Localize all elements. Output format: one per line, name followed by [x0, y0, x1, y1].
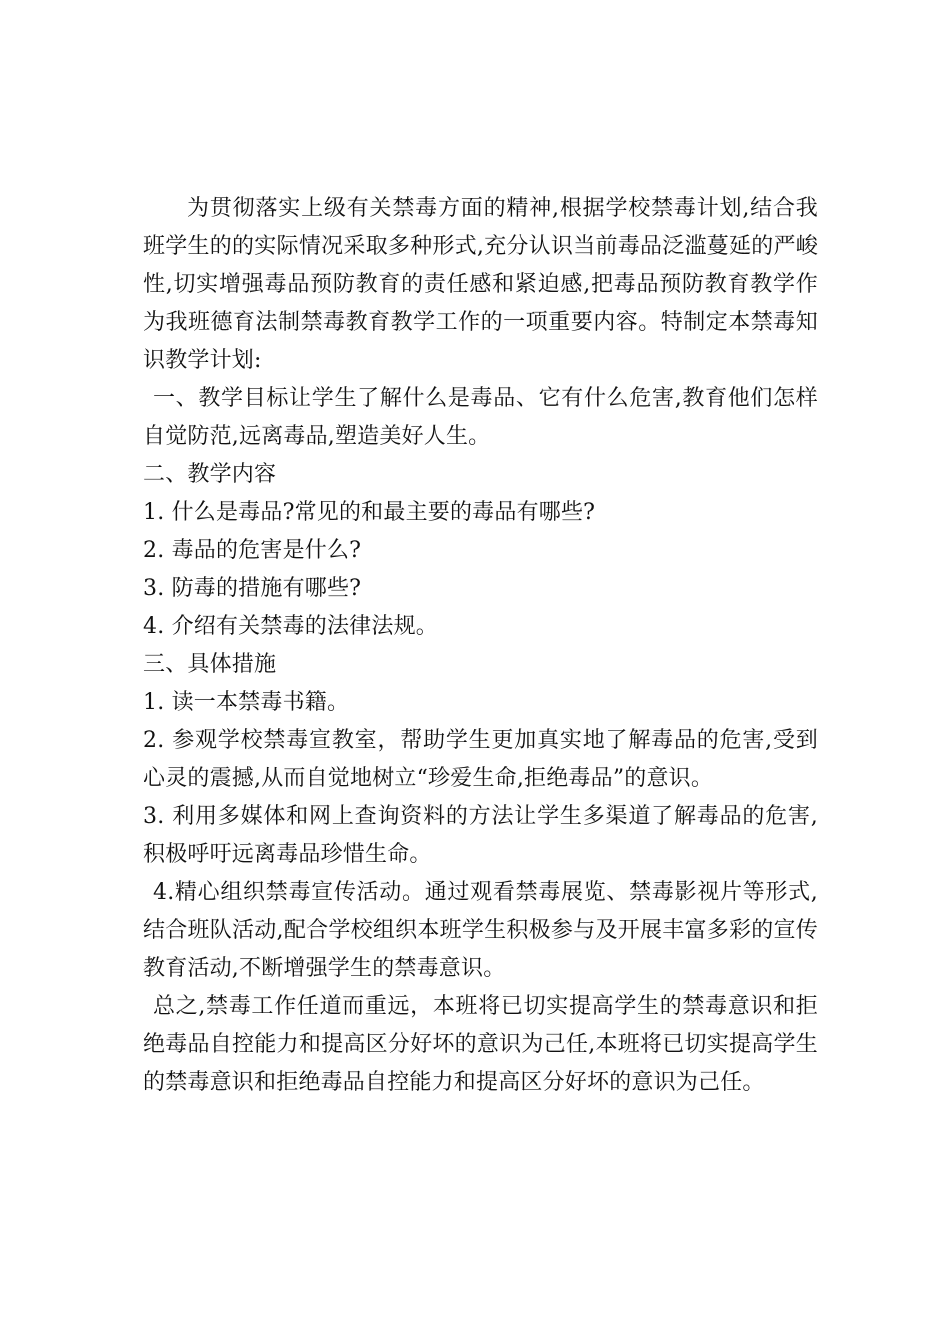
section3-item: 1. 读一本禁毒书籍。: [143, 690, 350, 715]
section2-item: 3. 防毒的措施有哪些?: [143, 576, 362, 601]
section3-item: 2. 参观学校禁毒宣教室，帮助学生更加真实地了解毒品的危害,受到心灵的震撼,从而自觉地树立“珍爱生命,拒绝毒品”的意识。: [143, 728, 818, 791]
section3-item: 3. 利用多媒体和网上查询资料的方法让学生多渠道了解毒品的危害,积极呼吁远离毒品珍惜生命。: [143, 804, 818, 867]
section2-heading: 二、教学内容: [143, 462, 277, 487]
section2-item: 2. 毒品的危害是什么?: [143, 538, 362, 563]
conclusion-paragraph: 总之,禁毒工作任道而重远，本班将已切实提高学生的禁毒意识和拒绝毒品自控能力和提高区分好坏的意识为己任,本班将已切实提高学生的禁毒意识和拒绝毒品自控能力和提高区分好坏的意识为己任。: [143, 994, 818, 1095]
section1-paragraph: 一、教学目标让学生了解什么是毒品、它有什么危害,教育他们怎样自觉防范,远离毒品,塑造美好人生。: [143, 386, 818, 449]
intro-paragraph: 为贯彻落实上级有关禁毒方面的精神,根据学校禁毒计划,结合我班学生的的实际情况采取多种形式,充分认识当前毒品泛滥蔓延的严峻性,切实增强毒品预防教育的责任感和紧迫感,把毒品预防教育教学作为我班德育法制禁毒教育教学工作的一项重要内容。特制定本禁毒知识教学计划:: [143, 196, 818, 373]
section2-item: 1. 什么是毒品?常见的和最主要的毒品有哪些?: [143, 500, 596, 525]
section2-item: 4. 介绍有关禁毒的法律法规。: [143, 614, 438, 639]
section3-item: 4.精心组织禁毒宣传活动。通过观看禁毒展览、禁毒影视片等形式,结合班队活动,配合学校组织本班学生积极参与及开展丰富多彩的宣传教育活动,不断增强学生的禁毒意识。: [143, 880, 818, 981]
section3-heading: 三、具体措施: [143, 652, 277, 677]
document-body: [143, 190, 818, 1102]
